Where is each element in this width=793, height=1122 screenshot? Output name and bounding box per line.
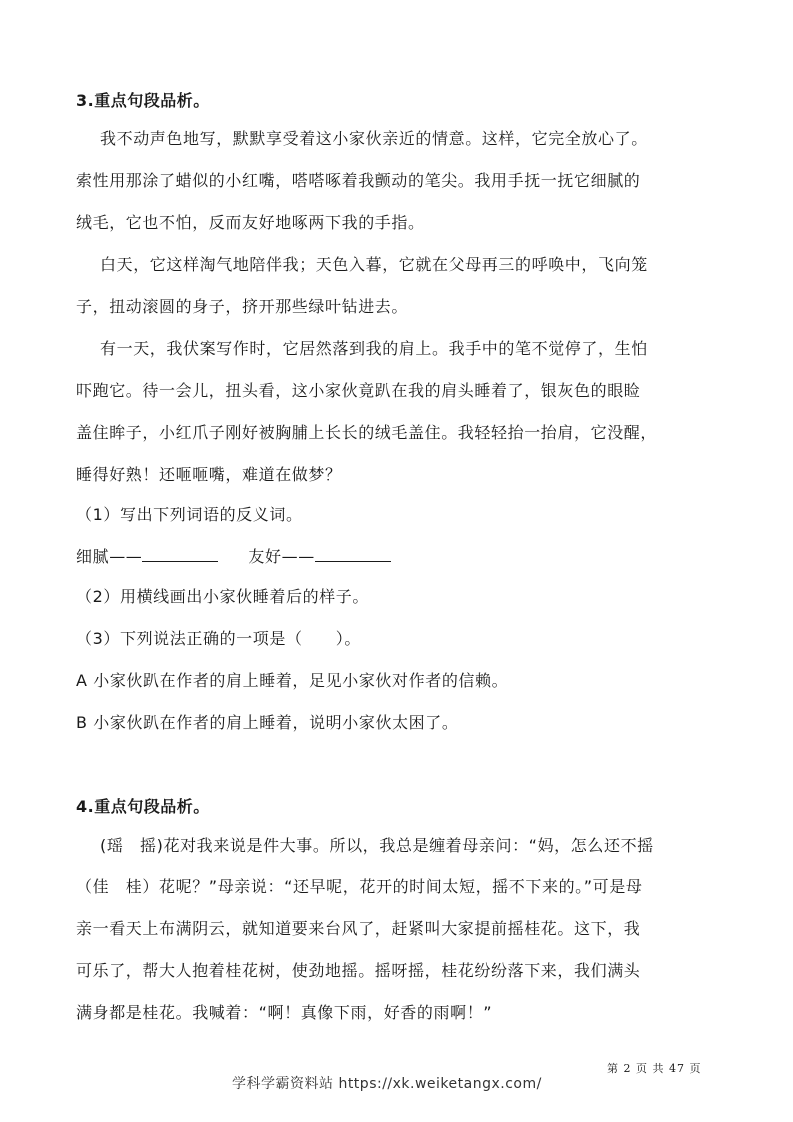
option-b: B 小家伙趴在作者的肩上睡着，说明小家伙太困了。 <box>76 713 459 732</box>
s3-paragraph-line: 吓跑它。待一会儿，扭头看，这小家伙竟趴在我的肩头睡着了，银灰色的眼睑 <box>76 381 641 400</box>
s3-paragraph-line: 子，扭动滚圆的身子，挤开那些绿叶钻进去。 <box>76 297 409 316</box>
s4-paragraph-line: （佳 桂）花呢？”母亲说：“还早呢，花开的时间太短，摇不下来的。”可是母 <box>76 877 643 896</box>
s3-paragraph-line: 白天，它这样淘气地陪伴我；天色入暮，它就在父母再三的呼唤中，飞向笼 <box>100 255 648 274</box>
s4-paragraph-line: 可乐了，帮大人抱着桂花树，使劲地摇。摇呀摇，桂花纷纷落下来，我们满头 <box>76 961 641 980</box>
s4-paragraph-line: 亲一看天上布满阴云，就知道要来台风了，赶紧叫大家提前摇桂花。这下，我 <box>76 919 641 938</box>
s3-paragraph-line: 睡得好熟！还咂咂嘴，难道在做梦？ <box>76 465 342 484</box>
section-3-heading: 3.重点句段品析。 <box>76 91 210 110</box>
answer-blank-2[interactable] <box>315 547 391 562</box>
question-3: （3）下列说法正确的一项是（ ）。 <box>76 629 361 648</box>
question-1: （1）写出下列词语的反义词。 <box>76 505 303 524</box>
section-4-heading: 4.重点句段品析。 <box>76 797 210 816</box>
s4-paragraph-line: 满身都是桂花。我喊着：“啊！真像下雨，好香的雨啊！” <box>76 1003 493 1022</box>
s3-paragraph-line: 盖住眸子，小红爪子刚好被胸脯上长长的绒毛盖住。我轻轻抬一抬肩，它没醒， <box>76 423 658 442</box>
s3-paragraph-line: 绒毛，它也不怕，反而友好地啄两下我的手指。 <box>76 213 425 232</box>
antonym-word-2: 友好—— <box>248 547 315 566</box>
question-2: （2）用横线画出小家伙睡着后的样子。 <box>76 587 369 606</box>
s3-paragraph-line: 索性用那涂了蜡似的小红嘴，嗒嗒啄着我颤动的笔尖。我用手抚一抚它细腻的 <box>76 171 641 190</box>
page-number: 第 2 页 共 47 页 <box>607 1062 702 1075</box>
answer-blank-1[interactable] <box>142 547 218 562</box>
antonym-row <box>76 544 391 567</box>
s4-paragraph-line: (瑶 摇)花对我来说是件大事。所以，我总是缠着母亲问：“妈，怎么还不摇 <box>100 836 654 855</box>
s3-paragraph-line: 有一天，我伏案写作时，它居然落到我的肩上。我手中的笔不觉停了，生怕 <box>100 339 648 358</box>
option-a: A 小家伙趴在作者的肩上睡着，足见小家伙对作者的信赖。 <box>76 671 509 690</box>
s3-paragraph-line: 我不动声色地写，默默享受着这小家伙亲近的情意。这样，它完全放心了。 <box>100 129 648 148</box>
site-watermark: 学科学霸资料站 https://xk.weiketangx.com/ <box>232 1076 542 1092</box>
antonym-word-1: 细腻—— <box>76 547 143 566</box>
